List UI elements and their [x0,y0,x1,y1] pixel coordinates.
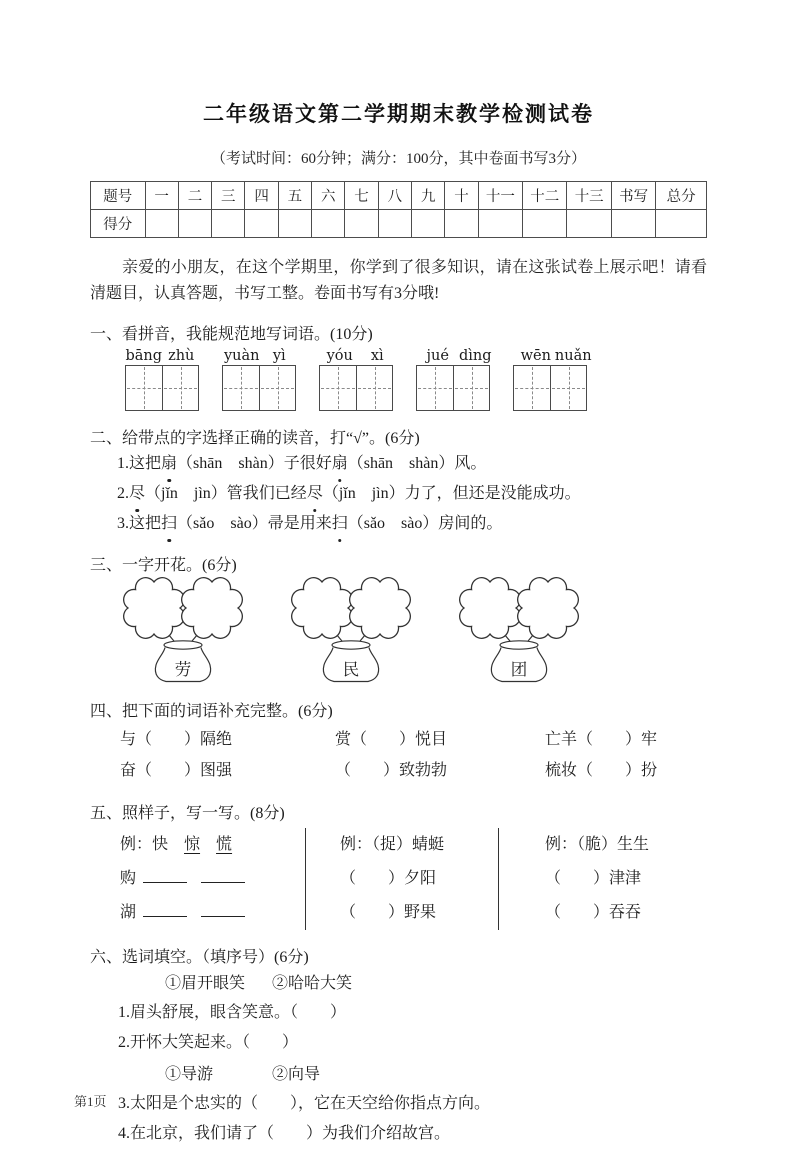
tianzige-cell [320,366,356,410]
score-cell [656,210,707,238]
q6-item: 2.开怀大笑起来。（ ） [118,1034,299,1051]
q6-option-group-2 [90,1061,707,1089]
q4-word: 奋（ ）图强 [120,762,233,779]
flower-icon [292,578,353,639]
example-char: 快 [152,836,169,853]
tianzige-group [222,365,296,411]
example-char-underlined: 惊 [184,836,201,853]
q2-text: （jǐn jìn）力了，但还是没能成功。 [322,485,581,502]
flower-diagram [288,578,418,684]
pinyin-row [125,348,707,364]
q2-dotted-char: 扇 [161,450,177,478]
q2-text: （sǎo sào）帚是用来 [177,515,332,532]
q6-option: ②向导 [272,1066,321,1083]
q5-answer-row: （ ）野果 [340,904,437,921]
question-4 [90,698,707,786]
score-header-cell: 十 [445,182,478,210]
q6-option: ①眉开眼笑 [165,975,246,992]
score-cell [567,210,611,238]
flower-icon [124,578,185,639]
q2-dotted-char: 尽 [129,480,145,508]
q4-word: 与（ ）隔绝 [120,731,233,748]
q2-item [117,510,707,538]
pinyin-syllable: nuǎn [554,348,592,364]
page-title: 二年级语文第二学期期末教学检测试卷 [203,103,594,126]
q6-option: ①导游 [165,1066,214,1083]
flower-diagram [456,578,586,684]
q5-answer-row [120,896,305,930]
score-header-cell: 十二 [523,182,567,210]
pinyin-syllable: zhù [168,348,195,364]
vase-character: 民 [342,660,360,679]
score-header-cell: 五 [278,182,311,210]
tianzige-cell [417,366,453,410]
page-number: 第1页 [74,1094,107,1109]
tianzige-cell [356,366,392,410]
score-cell [212,210,245,238]
score-cell [178,210,211,238]
q2-item [117,450,707,478]
score-header-cell: 六 [312,182,345,210]
q5-answer-row: （ ）夕阳 [340,870,437,887]
score-cell [523,210,567,238]
score-header-cell: 十一 [478,182,522,210]
q4-word-list [90,724,707,786]
q2-dotted-char: 扫 [332,510,348,538]
flower-icon [518,578,579,639]
pinyin-group [517,348,592,364]
q6-option: ②哈哈大笑 [272,975,353,992]
score-cell [245,210,278,238]
score-header-cell: 七 [345,182,378,210]
question-5 [90,800,707,930]
score-cell [378,210,411,238]
pinyin-syllable: bāng [125,348,163,364]
score-cell [478,210,522,238]
question-1 [90,321,707,411]
pinyin-syllable: xì [370,348,384,364]
answer-blank [201,901,245,917]
q5-columns [90,828,707,930]
question-3-title: 三、一字开花。(6分) [90,557,237,574]
q6-item: 1.眉头舒展，眼含笑意。（ ） [118,1004,347,1021]
pinyin-syllable: jué [426,348,449,364]
score-table [90,181,707,238]
question-2-title: 二、给带点的字选择正确的读音，打“√”。(6分) [90,430,420,447]
score-cell [445,210,478,238]
score-header-cell: 四 [245,182,278,210]
q4-word: （ ）致勃勃 [335,762,448,779]
vase-mouth [332,641,370,649]
q2-text: （sǎo sào）房间的。 [347,515,503,532]
q2-text: 1.这把 [117,455,162,472]
score-cell [145,210,178,238]
question-6 [90,944,707,1149]
score-header-cell: 总分 [656,182,707,210]
q2-dotted-char: 扫 [161,510,177,538]
q6-item: 4.在北京，我们请了（ ）为我们介绍故宫。 [118,1125,451,1142]
tianzige-cell [514,366,550,410]
q2-dotted-char: 尽 [307,480,323,508]
tianzige-cell [259,366,295,410]
q5-prompt-char: 购 [120,870,137,887]
flower-icon [182,578,243,639]
pinyin-group [419,348,494,364]
q4-row [120,724,707,755]
q2-text: 3.这把 [117,515,162,532]
q5-answer-row: （ ）吞吞 [545,904,642,921]
pinyin-group [223,348,298,364]
score-header-cell: 一 [145,182,178,210]
intro-paragraph: 亲爱的小朋友，在这个学期里，你学到了很多知识，请在这张试卷上展示吧！请看清题目，认真答题，书写工整。卷面书写有3分哦! [90,259,707,302]
q6-item: 3.太阳是个忠实的（ ），它在天空给你指点方向。 [118,1095,491,1112]
pinyin-syllable: wēn [520,348,551,364]
q5-answer-row [120,862,305,896]
q5-example: 例：（脆）生生 [545,836,650,853]
q5-column-1 [90,828,305,930]
pinyin-syllable: yuàn [223,348,260,364]
score-cell [345,210,378,238]
q5-example [120,828,305,862]
q4-word: 梳妆（ ）扮 [545,762,658,779]
tianzige-cell [162,366,198,410]
flower-diagram [120,578,250,684]
q2-text: （jǐn jìn）管我们已经 [145,485,307,502]
q6-option-group-1 [90,970,707,998]
q5-prompt-char: 湖 [120,904,137,921]
question-4-title: 四、把下面的词语补充完整。(6分) [90,703,333,720]
tianzige-row [125,365,707,411]
example-char-underlined: 慌 [216,836,233,853]
score-cell [312,210,345,238]
question-2 [90,425,707,538]
tianzige-cell [223,366,259,410]
flower-diagram-row [90,578,707,684]
q2-item [117,480,707,508]
vase-mouth [164,641,202,649]
vase-character: 劳 [174,660,192,679]
q4-word: 亡羊（ ）牢 [545,731,658,748]
q2-text: 2. [117,485,129,502]
q2-dotted-char: 扇 [332,450,348,478]
score-header-cell: 十三 [567,182,611,210]
tianzige-group [125,365,199,411]
vase-mouth [500,641,538,649]
question-5-title: 五、照样子，写一写。(8分) [90,805,285,822]
score-row-label: 得分 [91,210,146,238]
exam-subtitle: （考试时间：60分钟；满分：100分，其中卷面书写3分） [210,151,586,167]
tianzige-cell [126,366,162,410]
vase-character: 团 [510,660,528,679]
tianzige-group [319,365,393,411]
score-table-score-row [91,210,707,238]
tianzige-cell [550,366,586,410]
q5-column-2 [306,828,498,930]
q5-column-3 [499,828,707,930]
pinyin-group [125,348,200,364]
q4-row [120,755,707,786]
question-3 [90,552,707,684]
flower-icon [350,578,411,639]
flower-icon [460,578,521,639]
q5-answer-row: （ ）津津 [545,870,642,887]
pinyin-syllable: yì [272,348,286,364]
tianzige-cell [453,366,489,410]
score-header-cell: 题号 [91,182,146,210]
q2-text: （shān shàn）子很好 [177,455,332,472]
pinyin-group [321,348,396,364]
q5-example: 例：（捉）蜻蜓 [340,836,445,853]
score-cell [611,210,655,238]
score-header-cell: 三 [212,182,245,210]
pinyin-syllable: dìng [458,348,492,364]
score-cell [278,210,311,238]
question-6-title: 六、选词填空。（填序号）(6分) [90,949,309,966]
score-cell [412,210,445,238]
score-header-cell: 九 [412,182,445,210]
answer-blank [143,867,187,883]
answer-blank [201,867,245,883]
tianzige-group [416,365,490,411]
q2-text: （shān shàn）风。 [347,455,487,472]
answer-blank [143,901,187,917]
score-header-cell: 二 [178,182,211,210]
tianzige-group [513,365,587,411]
q4-word: 赏（ ）悦目 [335,731,448,748]
score-header-cell: 书写 [611,182,655,210]
score-header-cell: 八 [378,182,411,210]
question-1-title: 一、看拼音，我能规范地写词语。(10分) [90,326,373,343]
example-label: 例： [120,836,153,853]
pinyin-syllable: yóu [326,348,353,364]
score-table-header-row [91,182,707,210]
